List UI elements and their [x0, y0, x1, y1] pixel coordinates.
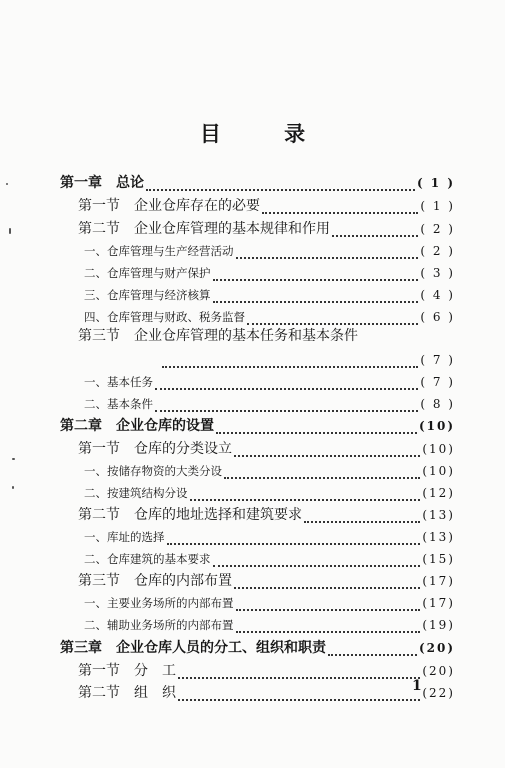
- toc-page-number: (19): [422, 618, 455, 632]
- toc-entry-section: [78, 218, 455, 240]
- toc-entry-label: 第一节 企业仓库存在的必要: [78, 198, 260, 214]
- toc-entry-label: 二、仓库管理与财产保护: [84, 266, 211, 280]
- toc-entry-item: [84, 460, 455, 482]
- toc-entry-label: 四、仓库管理与财政、税务监督: [84, 310, 245, 324]
- toc-page-number: (13): [422, 530, 455, 544]
- toc-entry-section: [78, 195, 455, 217]
- toc-page-number: (20): [418, 641, 455, 655]
- toc-entry-label: 二、按建筑结构分设: [84, 486, 188, 500]
- toc-entry-item: [84, 614, 455, 636]
- toc-leader-dots: [247, 313, 418, 325]
- toc-entry-label: 一、仓库管理与生产经营活动: [84, 244, 234, 258]
- toc-entry-section: [78, 660, 455, 682]
- toc-leader-dots: [190, 489, 421, 501]
- toc-leader-dots: [167, 533, 421, 545]
- toc-page-number: ( 6 ): [420, 310, 455, 324]
- toc-entry-label: 第二节 仓库的地址选择和建筑要求: [78, 507, 302, 523]
- toc-entry-item: [84, 262, 455, 284]
- toc-leader-dots: [155, 400, 418, 412]
- toc-entry-chapter: [60, 172, 455, 194]
- toc-page-number: (10): [418, 419, 455, 433]
- toc-leader-dots: [234, 445, 420, 457]
- toc-entry-section: [78, 570, 455, 592]
- toc-entry-item: [84, 240, 455, 262]
- toc-page-number: ( 7 ): [420, 375, 455, 389]
- scan-speck: [6, 183, 8, 185]
- toc-entry-label: 二、基本条件: [84, 397, 153, 411]
- scan-speck: [9, 228, 11, 234]
- toc-entry-label: 一、基本任务: [84, 375, 153, 389]
- toc-leader-dots: [162, 356, 418, 368]
- toc-entry-label: 第一章 总论: [60, 175, 144, 191]
- toc-entry-section: [78, 504, 455, 526]
- page-number: 1: [412, 678, 422, 694]
- toc-entry-chapter: [60, 415, 455, 437]
- toc-page-number: (20): [422, 664, 455, 678]
- toc-entry-label: 一、主要业务场所的内部布置: [84, 596, 234, 610]
- toc-leader-dots: [262, 202, 418, 214]
- toc-entry-item: [84, 284, 455, 306]
- toc-entry-label: 第一节 分 工: [78, 663, 176, 679]
- toc-page-number: (15): [422, 552, 455, 566]
- toc-page-number: (17): [422, 596, 455, 610]
- toc-page-number: ( 4 ): [420, 288, 455, 302]
- toc-entry-label: 第一节 仓库的分类设立: [78, 441, 232, 457]
- toc-leader-dots: [332, 225, 418, 237]
- toc-page-number: (10): [422, 464, 455, 478]
- toc-entry-label: 二、仓库建筑的基本要求: [84, 552, 211, 566]
- toc-page-number: (17): [422, 574, 455, 588]
- toc-page-number: (13): [422, 508, 455, 522]
- toc-leader-dots: [213, 269, 419, 281]
- toc-page-number: ( 8 ): [420, 397, 455, 411]
- toc-leader-dots: [213, 555, 421, 567]
- toc-leader-dots: [155, 378, 418, 390]
- toc-page-number: ( 2 ): [420, 244, 455, 258]
- toc-entry-label: 第二节 企业仓库管理的基本规律和作用: [78, 221, 330, 237]
- toc-entry-item: [84, 548, 455, 570]
- toc-entry-continuation: [160, 349, 455, 371]
- toc-entry-item: [84, 592, 455, 614]
- toc-entry-label: 一、按储存物资的大类分设: [84, 464, 222, 478]
- toc-page-number: ( 1 ): [420, 199, 455, 213]
- toc-entry-item: [84, 526, 455, 548]
- page-title: 目 录: [199, 122, 334, 146]
- toc-entry-section: [78, 682, 455, 704]
- toc-entry-label: 二、辅助业务场所的内部布置: [84, 618, 234, 632]
- toc-entry-label: 第三节 企业仓库管理的基本任务和基本条件: [78, 328, 358, 344]
- toc-entry-label: 三、仓库管理与经济核算: [84, 288, 211, 302]
- toc-page-number: ( 1 ): [416, 176, 455, 190]
- toc-leader-dots: [178, 667, 420, 679]
- toc-leader-dots: [213, 291, 419, 303]
- toc-entry-chapter: [60, 637, 455, 659]
- toc-entry-item: [84, 482, 455, 504]
- toc-page-number: ( 2 ): [420, 222, 455, 236]
- toc-entry-label: 第三章 企业仓库人员的分工、组织和职责: [60, 640, 326, 656]
- toc-entry-label: 第二节 组 织: [78, 685, 176, 701]
- toc-entry-item: [84, 371, 455, 393]
- scan-speck: [12, 458, 15, 460]
- toc-page-number: ( 7 ): [420, 353, 455, 367]
- toc-leader-dots: [234, 577, 420, 589]
- toc-entry-section: [78, 438, 455, 460]
- toc-leader-dots: [178, 689, 420, 701]
- toc-leader-dots: [328, 644, 417, 656]
- toc-leader-dots: [224, 467, 420, 479]
- toc-page-number: ( 3 ): [420, 266, 455, 280]
- toc-leader-dots: [236, 621, 421, 633]
- toc-leader-dots: [236, 247, 419, 259]
- toc-page-number: (12): [422, 486, 455, 500]
- toc-leader-dots: [216, 422, 417, 434]
- toc-leader-dots: [146, 179, 415, 191]
- toc-entry-label: 第二章 企业仓库的设置: [60, 418, 214, 434]
- toc-page-number: (10): [422, 442, 455, 456]
- toc-entry-label: 一、库址的选择: [84, 530, 165, 544]
- toc-page-number: (22): [422, 686, 455, 700]
- toc-entry-label: 第三节 仓库的内部布置: [78, 573, 232, 589]
- toc-entry-section: [78, 325, 358, 347]
- toc-leader-dots: [304, 511, 420, 523]
- scan-speck: [12, 486, 14, 489]
- toc-leader-dots: [236, 599, 421, 611]
- toc-entry-item: [84, 393, 455, 415]
